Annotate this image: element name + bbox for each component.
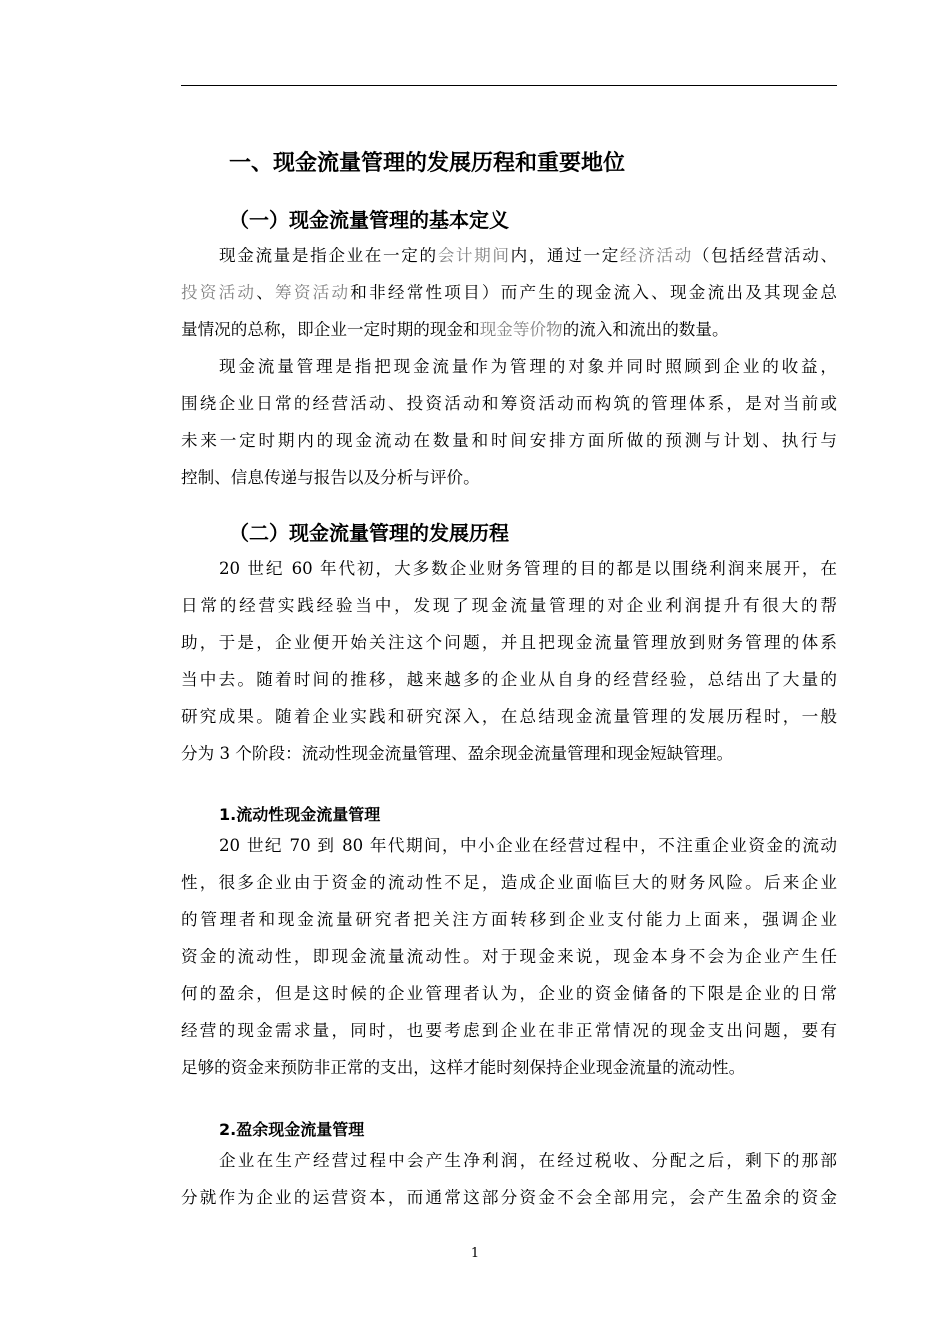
paragraph-line: 分就作为企业的运营资本，而通常这部分资金不会全部用完，会产生盈余的资金: [181, 1188, 837, 1207]
paragraph-line: 分为 3 个阶段：流动性现金流量管理、盈余现金流量管理和现金短缺管理。: [181, 744, 734, 763]
paragraph-line: 研究成果。随着企业实践和研究深入，在总结现金流量管理的发展历程时，一般: [181, 707, 837, 726]
paragraph-line: 何的盈余，但是这时候的企业管理者认为，企业的资金储备的下限是企业的日常: [181, 984, 837, 1003]
paragraph-line: 未来一定时期内的现金流动在数量和时间安排方面所做的预测与计划、执行与: [181, 431, 837, 450]
section1-heading: （一）现金流量管理的基本定义: [229, 208, 509, 232]
paragraph-line: 围绕企业日常的经营活动、投资活动和筹资活动而构筑的管理体系，是对当前或: [181, 394, 837, 413]
paragraph-line: 投资活动、筹资活动和非经常性项目）而产生的现金流入、现金流出及其现金总: [181, 283, 837, 302]
paragraph-line: 资金的流动性，即现金流量流动性。对于现金来说，现金本身不会为企业产生任: [181, 947, 837, 966]
section2-heading: （二）现金流量管理的发展历程: [229, 521, 509, 545]
subsection1-paragraph: [181, 827, 837, 1086]
subsection2-heading: 2.盈余现金流量管理: [219, 1120, 365, 1139]
link-cash-equivalents[interactable]: 现金等价物: [479, 320, 563, 339]
paragraph-line: 经营的现金需求量，同时，也要考虑到企业在非正常情况的现金支出问题，要有: [181, 1021, 837, 1040]
main-heading: 一、现金流量管理的发展历程和重要地位: [229, 151, 626, 176]
paragraph-line: 现金流量管理是指把现金流量作为管理的对象并同时照顾到企业的收益，: [219, 357, 837, 376]
paragraph-line: 日常的经营实践经验当中，发现了现金流量管理的对企业利润提升有很大的帮: [181, 596, 837, 615]
section1-paragraph1: [181, 237, 837, 348]
page-number: 1: [470, 1246, 480, 1261]
paragraph-line: 足够的资金来预防非正常的支出，这样才能时刻保持企业现金流量的流动性。: [181, 1058, 746, 1077]
paragraph-line: 企业在生产经营过程中会产生净利润，在经过税收、分配之后，剩下的那部: [219, 1151, 837, 1170]
link-financing-activity[interactable]: 筹资活动: [275, 283, 351, 302]
section1-paragraph2: [181, 348, 837, 496]
paragraph-line: 20 世纪 70 到 80 年代期间，中小企业在经营过程中，不注重企业资金的流动: [219, 836, 837, 855]
subsection1-heading: 1.流动性现金流量管理: [219, 805, 381, 824]
paragraph-line: 量情况的总称，即企业一定时期的现金和现金等价物的流入和流出的数量。: [181, 320, 729, 339]
paragraph-line: 现金流量是指企业在一定的会计期间内，通过一定经济活动（包括经营活动、: [219, 246, 837, 265]
paragraph-line: 助，于是，企业便开始关注这个问题，并且把现金流量管理放到财务管理的体系: [181, 633, 837, 652]
subsection2-paragraph: [181, 1142, 837, 1216]
paragraph-line: 控制、信息传递与报告以及分析与评价。: [181, 468, 480, 487]
link-investment-activity[interactable]: 投资活动: [181, 283, 257, 302]
paragraph-line: 当中去。随着时间的推移，越来越多的企业从自身的经营经验，总结出了大量的: [181, 670, 837, 689]
paragraph-line: 的管理者和现金流量研究者把关注方面转移到企业支付能力上面来，强调企业: [181, 910, 837, 929]
header-rule: [181, 85, 837, 86]
paragraph-line: 20 世纪 60 年代初，大多数企业财务管理的目的都是以围绕利润来展开，在: [219, 559, 837, 578]
section2-paragraph1: [181, 550, 837, 772]
paragraph-line: 性，很多企业由于资金的流动性不足，造成企业面临巨大的财务风险。后来企业: [181, 873, 837, 892]
link-accounting-period[interactable]: 会计期间: [437, 246, 511, 265]
link-economic-activity[interactable]: 经济活动: [619, 246, 693, 265]
